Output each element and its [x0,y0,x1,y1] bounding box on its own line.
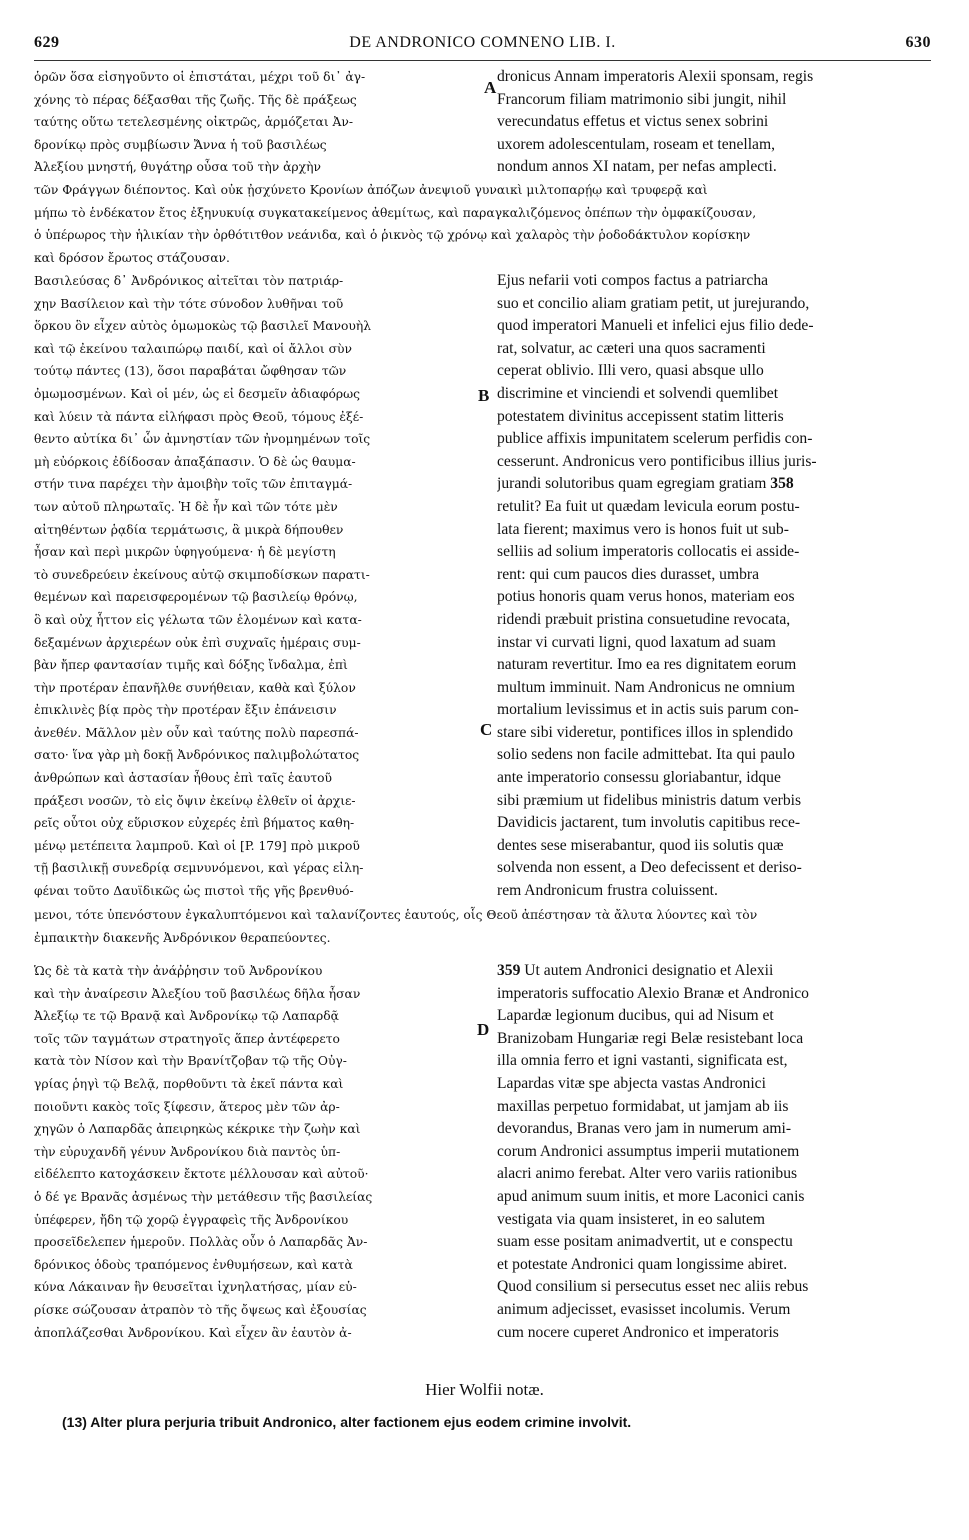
greek-line: ὃ καὶ οὐχ ἧττον εἰς γέλωτα τῶν ἑλομένων καὶ κατα- [34,612,362,627]
latin-line: Francorum filiam matrimonio sibi jungit, nihil [497,90,787,108]
latin-line: Lapardæ legionum ducibus, qui ad Nisum et [497,1007,774,1025]
latin-line: ridendi præbuit pristina consuetudine revocata, [497,610,791,628]
greek-line: ὅρκου ὃν εἶχεν αὐτὸς ὁμωμοκὼς τῷ βασιλεῖ Μανουὴλ [34,319,372,334]
latin-line: dentes sese miserabantur, quod iis solutis quæ [497,836,784,854]
greek-line: γρίας ῥηγὶ τῷ Βελᾷ, πορθοῦντι τὰ ἐκεῖ πάντα καὶ [34,1076,344,1091]
latin-line: instar vi curvati ligni, quod laxatum ad suam [497,633,776,651]
latin-line: maxillas perpetuo formidabat, ut jamjam ab iis [497,1097,789,1115]
page-number-right: 630 [905,34,931,51]
latin-line: selliis ad solium imperatoris collocatis ei asside- [497,543,800,561]
greek-line: ταύτης οὕτω τετελεσμένης οἰκτρῶς, ἁρμόζεται Ἀν- [34,115,354,130]
latin-line: multum imminuit. Nam Andronicus ne omnium [497,678,796,696]
greek-line: καὶ δρόσον ἔρωτος στάζουσαν. [34,250,230,265]
margin-letter-a: A [484,78,497,97]
greek-line: τῇ βασιλικῇ συνεδρίᾳ σεμνυνόμενοι, καὶ γέρας εἰλη- [34,861,364,876]
greek-line: εἰδέλεπτο κατοχάσκειν ἔκτοτε μέλλουσαν καὶ αὐτοῦ· [34,1167,369,1182]
latin-line: naturam revertitur. Imo ea res dignitatem eorum [497,656,797,674]
greek-line: τὴν εὐρυχανδῆ γένυν Ἀνδρονίκου διὰ παντὸς ὑπ- [34,1144,341,1159]
greek-line: ρίσκε σώζουσαν ἀτραπὸν τὸ τῆς ὄψεως καὶ ἐξουσίας [34,1302,367,1317]
section-number-358: 358 [770,475,794,493]
greek-line: μήπω τὸ ἑνδέκατον ἔτος ἐξηνυκυίᾳ συγκατακείμενος ἀθεμίτως, καὶ παραγκαλιζόμενος ὀπέπων τὴν ὀμφακίζουσαν, [34,205,757,220]
latin-line: potius honoris quam verus honos, materiam eos [497,588,795,606]
footnote-13: (13) Alter plura perjuria tribuit Andronico, alter factionem ejus eodem crimine involvit. [62,1414,632,1430]
greek-line: θεντο αὐτίκα δι᾽ ὧν ἀμνηστίαν τῶν ἠνομημένων τοῖς [34,432,371,447]
latin-line: devorandus, Branas vero jam in numerum ami- [497,1120,792,1138]
latin-line: et potestate Andronici quam longissime abiret. [497,1255,788,1273]
greek-full-width-block-2 [34,904,931,949]
latin-line: retulit? Ea fuit ut quædam levicula eorum postu- [497,497,800,515]
greek-line: Ἀλεξίῳ τε τῷ Βρανᾷ καὶ Ἀνδρονίκῳ τῷ Λαπαρδᾷ [34,1009,339,1024]
greek-line: τὴν προτέραν ἐπανῆλθε συνήθειαν, καθὰ καὶ ξύλον [34,680,356,695]
greek-line: τούτῳ πάντες (13), ὅσοι παραβάται ὤφθησαν τῶν [34,364,347,379]
greek-line: πράξεσι νοσῶν, τὸ εἰς ὄψιν ἐκείνῳ ἐλθεῖν οἱ ἀρχιε- [34,793,356,808]
latin-line: rem Andronicum frustra coluissent. [497,882,718,900]
latin-line: dronicus Annam imperatoris Alexii sponsam, regis [497,68,814,85]
latin-line: stare sibi videretur, pontifices illos in splendido [497,723,794,741]
greek-line: Ὡς δὲ τὰ κατὰ τὴν ἀνάῤῥησιν τοῦ Ἀνδρονίκου [34,964,323,978]
latin-line: corum Andronici assumptus imperii mutationem [497,1142,800,1160]
latin-line: cesserunt. Andronicus vero pontificibus illius juris- [497,452,817,470]
margin-letter-b: B [478,386,490,405]
latin-line: sibi præmium ut fidelibus ministris datum verbis [497,791,802,809]
greek-column-block-2 [34,270,482,903]
latin-line: ceperat oblivio. Illi vero, quasi absque ullo [497,362,764,380]
section-number-359: 359 [497,962,521,979]
greek-line: θεμένων καὶ παρεισφερομένων τῷ βασιλείῳ θρόνῳ, [34,590,358,605]
latin-line: Quod consilium si persecutus esset nec aliis rebus [497,1278,809,1296]
greek-line: ὑπέφερεν, ἤδη τῷ χορῷ ἐγγραφεὶς τῆς Ἀνδρονίκου [34,1212,349,1227]
latin-line: rat, solvatur, ac cæteri una quos sacramenti [497,339,766,357]
greek-full-width-block-1 [34,179,931,269]
latin-line: cum nocere cuperet Andronico et imperatoris [497,1323,779,1341]
latin-line [497,473,931,496]
greek-line: τὸ συνεδρεύειν ἐκείνους αὐτῷ σκιμποδίσκων παρατι- [34,567,370,582]
greek-line: στήν τινα παρέχει τὴν ἀμοιβὴν τοῖς τῶν ἐπιταγμά- [34,477,353,492]
greek-line: ὁ ὑπέρωρος τὴν ἡλικίαν τὴν ὀρθότιτθον νεάνιδα, καὶ ὁ ῥικνὸς τῷ χρόνῳ καὶ χαλαρὸς τὴν ῥοδοδάκτυλον κορίσκην [34,228,751,243]
header-rule [34,60,931,61]
latin-column-block-1 [497,66,931,179]
greek-line: χην Βασίλειον καὶ τὴν τότε σύνοδον λυθῆναι τοῦ [34,296,344,311]
latin-line: uxorem adolescentulam, roseam et tenellam, [497,135,775,153]
greek-column-block-1 [34,66,482,179]
greek-line: ποιοῦντι κακὸς τοῖς ξίφεσιν, ἅτερος μὲν τῶν ἀρ- [34,1099,340,1114]
latin-line: animum adjecisset, evasisset incolumis. Verum [497,1300,791,1318]
latin-line: Davidicis jactarent, tum involutis capitibus rece- [497,814,801,832]
latin-line: quod imperatori Manueli et infelici ejus filio dede- [497,317,814,335]
latin-line: rent: qui cum paucos dies durasset, umbra [497,565,759,583]
greek-line: καὶ λύειν τὰ πάντα εἰλήφασι πρὸς Θεοῦ, τόμους ἐξέ- [34,409,364,424]
latin-line: potestatem divinitus accepissent statim litteris [497,407,784,425]
notes-heading: Hier Wolfii notæ. [425,1380,544,1399]
greek-line: ἐμπαικτὴν διακενῆς Ἀνδρόνικον θεραπεύοντες. [34,930,331,945]
page-number-left: 629 [34,34,60,51]
greek-line: ἦσαν καὶ περὶ μικρῶν ὑφηγούμενα· ἡ δὲ μεγίστη [34,545,336,560]
greek-line: ἀνεθέν. Μᾶλλον μὲν οὖν καὶ ταύτης πολὺ παρεσπά- [34,725,359,740]
latin-line: nondum annos XI natam, per nefas amplecti. [497,158,777,176]
greek-line: μένῳ μετέπειτα λαμπροῦ. Καὶ οἱ [P. 179] πρὸ μικροῦ [34,838,360,853]
greek-line: χηγῶν ὁ Λαπαρδᾶς ἀπειρηκὼς κέκρικε τὴν ζωὴν καὶ [34,1122,361,1137]
latin-line: alacri animo ferebat. Alter vero variis rationibus [497,1165,798,1183]
greek-line: προσεῖδελεπεν ἡμεροῦν. Πολλὰς οὖν ὁ Λαπαρδᾶς Ἀν- [34,1235,368,1250]
greek-line: τοῖς τῶν ταγμάτων στρατηγοῖς ἅπερ ἀντέφερετο [34,1031,340,1046]
greek-line: ἐπικλινὲς βίᾳ πρὸς τὴν προτέραν ἔξιν ἐπάνεισιν [34,703,337,718]
latin-line [497,960,931,983]
greek-line: τῶν Φράγγων διέποντος. Καὶ οὐκ ᾐσχύνετο Κρονίων ἀπόζων ἀνεψιοῦ γυναικὶ μιλτοπαρῄῳ καὶ τρυφερᾷ καὶ [34,183,708,197]
greek-line: ὁρῶν ὅσα εἰσηγοῦντο οἱ ἐπιστάται, μέχρι τοῦ δι᾽ ἀγ- [34,70,366,84]
greek-line: Βασιλεύσας δ᾽ Ἀνδρόνικος αἰτεῖται τὸν πατριάρ- [34,274,344,288]
latin-line: solvenda non essent, a Deo defecissent et deriso- [497,859,802,877]
greek-line: δρονίκῳ πρὸς συμβίωσιν Ἄννα ἡ τοῦ βασιλέως [34,137,327,152]
greek-line: δεξαμένων ἀρχιερέων οὐκ ἐπὶ συχναῖς ἡμέραις συμ- [34,635,361,650]
latin-line: verecundatus effetus et victus senex sobrini [497,113,769,131]
latin-line: apud animum suum initis, et more Laconici canis [497,1187,805,1205]
greek-line: ὁ δέ γε Βρανᾶς ἀσμένως τὴν μετάθεσιν τῆς βασιλείας [34,1189,373,1204]
greek-column-block-3 [34,960,482,1344]
latin-line: publice affixis impunitatem scelerum perfidis con- [497,430,813,448]
latin-line: imperatoris suffocatio Alexio Branæ et Andronico [497,984,809,1002]
latin-line: Ejus nefarii voti compos factus a patriarcha [497,272,769,289]
greek-line: ἀποπλάζεσθαι Ἀνδρονίκου. Καὶ εἶχεν ἂν ἑαυτὸν ἀ- [34,1325,352,1340]
greek-line: Ἀλεξίου μνηστή, θυγάτηρ οὖσα τοῦ τὴν ἀρχὴν [34,160,321,175]
latin-line: lata fierent; maximus vero is honos fuit ut sub- [497,520,789,538]
greek-line: βὰν ἤπερ φαντασίαν τιμῆς καὶ δόξης ἴνδαλμα, ἐπὶ [34,658,348,673]
latin-text: Ut autem Andronici designatio et Alexii [524,962,774,979]
greek-line: αἰτηθέντων ῥᾳδία τερμάτωσις, ἃ μικρὰ δήπουθεν [34,522,344,537]
greek-line: φέναι τοῦτο Δαυϊδικῶς ὡς πιστοὶ τῆς γῆς βρενθυό- [34,884,354,899]
latin-line: vestigata via quam insisteret, in eo salutem [497,1210,766,1228]
latin-column-block-2 [497,270,931,903]
greek-line: ὀμωμοσμένων. Καὶ οἱ μέν, ὡς εἰ δεσμεῖν ἀδιαφόρως [34,386,361,401]
latin-line: suam esse positam animadvertit, ut e conspectu [497,1233,793,1251]
latin-column-block-3 [497,960,931,1344]
latin-line: Branizobam Hungariæ regi Belæ resistebant loca [497,1029,804,1047]
greek-line: μὴ εὐόρκοις ἐδίδοσαν ἀπαξάπασιν. Ὁ δὲ ὡς θαυμα- [34,454,356,469]
latin-line: solio sedens non facile admittebat. Ita qui paulo [497,746,795,764]
greek-line: μενοι, τότε ὑπενόστουν ἐγκαλυπτόμενοι καὶ ταλανίζοντες ἑαυτούς, οἷς Θεοῦ ἀπέστησαν τὰ ἄλυτα λύοντες καὶ τὸν [34,908,758,922]
latin-line: Lapardas vitæ spe abjecta vastas Andronici [497,1074,766,1092]
margin-letter-d: D [477,1020,490,1039]
latin-line: mortalium levissimus et in actis suis parum con- [497,701,799,719]
greek-line: σατο· ἵνα γὰρ μὴ δοκῇ Ἀνδρόνικος παλιμβολώτατος [34,748,360,763]
greek-line: χόνης τὸ πέρας δέξασθαι τῆς ζωῆς. Τῆς δὲ πράξεως [34,92,357,107]
greek-line: κατὰ τὸν Νίσον καὶ τὴν Βρανίτζοβαν τῷ τῆς Οὐγ- [34,1054,347,1069]
greek-line: ἀνθρώπων καὶ ἀστασίαν ἦθους ἐπὶ ταῖς ἑαυτοῦ [34,771,333,786]
greek-line: των αὐτοῦ πληρωταῖς. Ἡ δὲ ἦν καὶ τῶν τότε μὲν [34,499,338,514]
latin-line: discrimine et vinciendi et solvendi quemlibet [497,384,779,402]
page-header [34,34,931,60]
greek-line: καὶ τὴν ἀναίρεσιν Ἀλεξίου τοῦ βασιλέως δῆλα ἦσαν [34,986,361,1001]
running-title: DE ANDRONICO COMNENO LIB. I. [349,34,616,51]
margin-letter-c: C [480,720,493,739]
greek-line: καὶ τῷ ἐκείνου ταλαιπώρῳ παιδί, καὶ οἱ ἄλλοι σὺν [34,341,352,356]
latin-line: suo et concilio aliam gratiam petit, ut jurejurando, [497,294,810,312]
latin-text: jurandi solutoribus quam egregiam gratiam [497,475,767,493]
latin-line: illa omnia ferro et igni vastanti, significata est, [497,1052,788,1070]
greek-line: κύνα Λάκαιναν ἣν θευσεῖται ἰχνηλατήσας, μίαν εὑ- [34,1280,357,1295]
latin-line: ante imperatorio consessu gloriabantur, idque [497,769,781,787]
greek-line: δρόνικος ὁδοὺς τραπόμενος ἐνθυμήσεων, καὶ κατὰ [34,1257,353,1272]
greek-line: ρεῖς οὗτοι οὐχ εὕρισκον εὐχερές ἐπὶ βήματος καθη- [34,816,355,831]
